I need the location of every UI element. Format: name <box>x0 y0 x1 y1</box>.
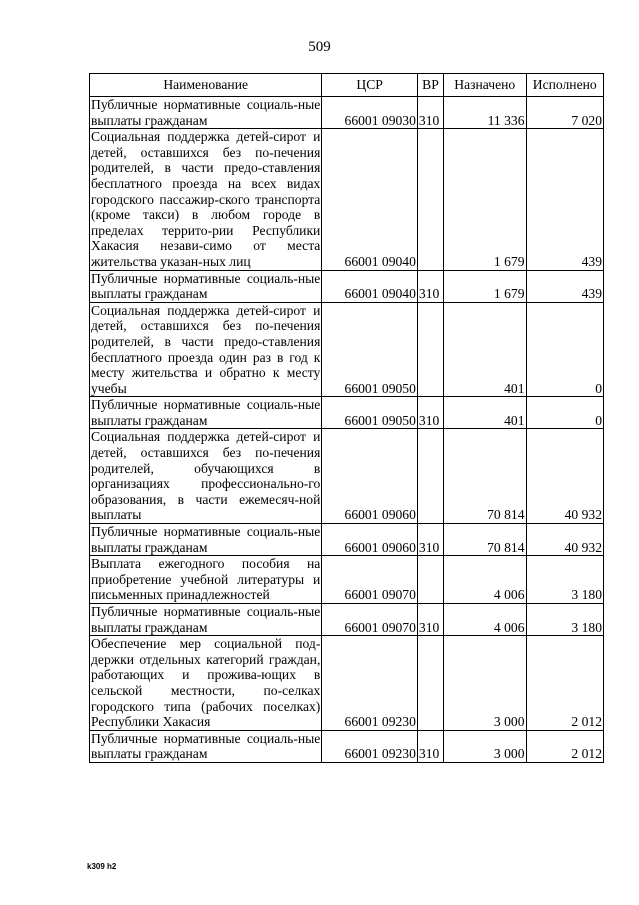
row-vr: 310 <box>417 730 443 762</box>
header-name: Наименование <box>90 74 322 97</box>
row-name: Обеспечение мер социальной под-держки отдельных категорий граждан, работающих и прожива-ющих в сельской местности, по-селках городского типа (рабочих поселках) Республики Хакасия <box>91 636 321 730</box>
table-row <box>90 129 604 270</box>
table-header-row <box>90 74 604 97</box>
row-name: Социальная поддержка детей-сирот и детей, оставшихся без по-печения родителей, обучающихся в организациях профессионально-го образования, в части ежемесяч-ной выплаты <box>91 429 321 523</box>
row-csr: 66001 09040 <box>322 129 418 270</box>
header-executed: Исполнено <box>526 74 604 97</box>
row-executed: 0 <box>526 302 604 397</box>
row-executed: 3 180 <box>526 604 604 636</box>
row-executed: 7 020 <box>526 97 604 129</box>
row-name: Публичные нормативные социаль-ные выплаты гражданам <box>91 97 321 128</box>
row-executed: 40 932 <box>526 524 604 556</box>
table-body <box>90 97 604 763</box>
row-csr: 66001 09230 <box>322 730 418 762</box>
row-executed: 2 012 <box>526 730 604 762</box>
row-name: Социальная поддержка детей-сирот и детей, оставшихся без по-печения родителей, в части предо-ставления бесплатного проезда на всех видах городского пассажир-ского транспорта (кроме такси) в любом городе в пределах террито-рии Республики Хакасия незави-симо от места жительства указан-ных лиц <box>91 129 321 269</box>
table-row <box>90 97 604 129</box>
page-number: 509 <box>308 39 331 55</box>
row-vr: 310 <box>417 97 443 129</box>
row-assigned: 401 <box>444 397 526 429</box>
row-assigned: 4 006 <box>444 556 526 604</box>
row-name: Социальная поддержка детей-сирот и детей, оставшихся без по-печения родителей, в части предо-ставления бесплатного проезда один раз в год к месту жительства и обратно к месту учебы <box>91 302 321 396</box>
row-csr: 66001 09050 <box>322 302 418 397</box>
row-assigned: 1 679 <box>444 270 526 302</box>
row-vr: 310 <box>417 270 443 302</box>
table-row <box>90 397 604 429</box>
header-csr: ЦСР <box>322 74 418 97</box>
row-vr <box>417 129 443 270</box>
row-name: Публичные нормативные социаль-ные выплаты гражданам <box>91 397 321 428</box>
row-vr <box>417 556 443 604</box>
row-assigned: 11 336 <box>444 97 526 129</box>
row-executed: 439 <box>526 129 604 270</box>
row-executed: 0 <box>526 397 604 429</box>
row-name: Выплата ежегодного пособия на приобретение учебной литературы и письменных принадлежностей <box>91 556 321 603</box>
budget-table <box>89 73 604 763</box>
row-csr: 66001 09030 <box>322 97 418 129</box>
row-csr: 66001 09060 <box>322 524 418 556</box>
row-assigned: 4 006 <box>444 604 526 636</box>
row-name: Публичные нормативные социаль-ные выплаты гражданам <box>91 524 321 555</box>
footer-code: k309 h2 <box>87 862 117 871</box>
row-name: Публичные нормативные социаль-ные выплаты гражданам <box>91 604 321 635</box>
row-vr <box>417 429 443 524</box>
row-executed: 439 <box>526 270 604 302</box>
row-name: Публичные нормативные социаль-ные выплаты гражданам <box>91 270 321 302</box>
row-vr <box>417 636 443 731</box>
row-csr: 66001 09060 <box>322 429 418 524</box>
row-csr: 66001 09070 <box>322 604 418 636</box>
row-vr <box>417 302 443 397</box>
table-row <box>90 524 604 556</box>
row-name: Публичные нормативные социаль-ные выплаты гражданам <box>91 730 321 762</box>
row-assigned: 1 679 <box>444 129 526 270</box>
row-assigned: 401 <box>444 302 526 397</box>
table-row <box>90 730 604 762</box>
row-csr: 66001 09040 <box>322 270 418 302</box>
table-row <box>90 302 604 397</box>
row-executed: 2 012 <box>526 636 604 731</box>
row-assigned: 70 814 <box>444 429 526 524</box>
table-row <box>90 604 604 636</box>
row-csr: 66001 09070 <box>322 556 418 604</box>
row-assigned: 70 814 <box>444 524 526 556</box>
row-executed: 40 932 <box>526 429 604 524</box>
row-vr: 310 <box>417 397 443 429</box>
table-row <box>90 636 604 731</box>
row-vr: 310 <box>417 604 443 636</box>
row-csr: 66001 09230 <box>322 636 418 731</box>
row-assigned: 3 000 <box>444 730 526 762</box>
header-assigned: Назначено <box>444 74 526 97</box>
row-executed: 3 180 <box>526 556 604 604</box>
table-row <box>90 429 604 524</box>
table-row <box>90 270 604 302</box>
row-csr: 66001 09050 <box>322 397 418 429</box>
row-assigned: 3 000 <box>444 636 526 731</box>
row-vr: 310 <box>417 524 443 556</box>
table-row <box>90 556 604 604</box>
header-vr: ВР <box>417 74 443 97</box>
